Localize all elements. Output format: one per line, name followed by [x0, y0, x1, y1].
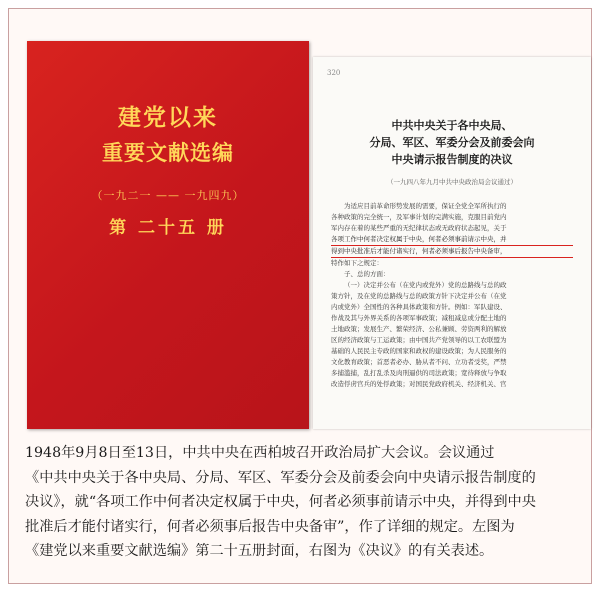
caption-line: 《建党以来重要文献选编》第二十五册封面，右图为《决议》的有关表述。: [25, 543, 494, 559]
cover-subtitle: 重要文献选编: [102, 140, 234, 165]
highlighted-body-line: 各项工作中何者决定权属于中央，何者必须事前请示中央，并: [331, 234, 573, 246]
body-line: 多捕滥捕，乱打乱杀及肉刑逼供的司法政策；宽待释放与争取: [331, 369, 507, 377]
caption-line: 《中共中央关于各中央局、分局、军区、军委分会及前委会向中央请示报告制度的: [25, 469, 536, 486]
body-line: 作战及其与外界关系的各项军事政策；减租减息或分配土地的: [331, 314, 507, 322]
caption-line: 批准后才能付诸实行，何者必须事后报告中央备审”，作了详细的规定。左图为: [25, 518, 515, 535]
body-line: 区的经济政策与工运政策；由中国共产党领导的以工农联盟为: [331, 336, 507, 344]
document-page-image: [313, 57, 591, 429]
cover-year-range: （一九二一 —— 一九四九）: [91, 189, 245, 202]
body-line: 改造俘虏官兵的处俘政策；对国民党政府机关、经济机关、官: [331, 380, 507, 388]
page-number: 320: [327, 69, 341, 77]
cover-volume: 第 二十五 册: [109, 218, 227, 238]
document-title-line: 中共中央关于各中央局、: [391, 119, 513, 132]
body-line: 特作如下之规定：: [331, 259, 383, 267]
body-line: 内或党外）全国性的各种具体政策和方针。例如：军队建设、: [331, 303, 507, 311]
document-title: [313, 117, 591, 168]
body-line: 基础的人民民主专政的国家和政权的建设政策；为人民服务的: [331, 347, 507, 355]
caption-line: 1948年9月8日至13日，中共中央在西柏坡召开政治局扩大会议。会议通过: [25, 445, 495, 461]
cover-title: 建党以来: [118, 104, 218, 131]
body-line: 文化教育政策；首恶者必办、胁从者不问、立功者受奖，严禁: [331, 358, 507, 366]
document-date-note: （一九四八年九月中共中央政治局会议通过）: [387, 178, 517, 186]
document-title-line: 中央请示报告制度的决议: [391, 153, 513, 166]
caption: [25, 441, 593, 564]
body-line: （一）决定并公布（在党内或党外）党的总路线与总的政: [344, 281, 507, 289]
document-title-line: 分局、军区、军委分会及前委会向: [369, 136, 535, 149]
highlighted-body-line: 得到中央批准后才能付诸实行，何者必须事后报告中央备审，: [331, 246, 573, 258]
figure-frame: [8, 8, 592, 584]
body-line: 各种政策的完全统一，及军事计划的完满实施，克服目前党内: [331, 213, 507, 221]
body-line: 子、总的方面：: [344, 270, 390, 278]
body-line: 土地政策；发展生产、繁荣经济、公私兼顾、劳资两利的解放: [331, 325, 507, 333]
body-line: 为适应目前革命形势发展的需要，保证全党全军所执行的: [344, 202, 507, 210]
book-cover-image: [27, 41, 309, 429]
body-line: 军内存在着的某些严重的无纪律状态或无政府状态起见，关于: [331, 224, 507, 232]
caption-line: 决议》，就“各项工作中何者决定权属于中央，何者必须事前请示中央，并得到中央: [25, 494, 536, 510]
document-body: [331, 201, 573, 390]
body-line: 策方针，及在党的总路线与总的政策方针下决定并公布（在党: [331, 292, 507, 300]
